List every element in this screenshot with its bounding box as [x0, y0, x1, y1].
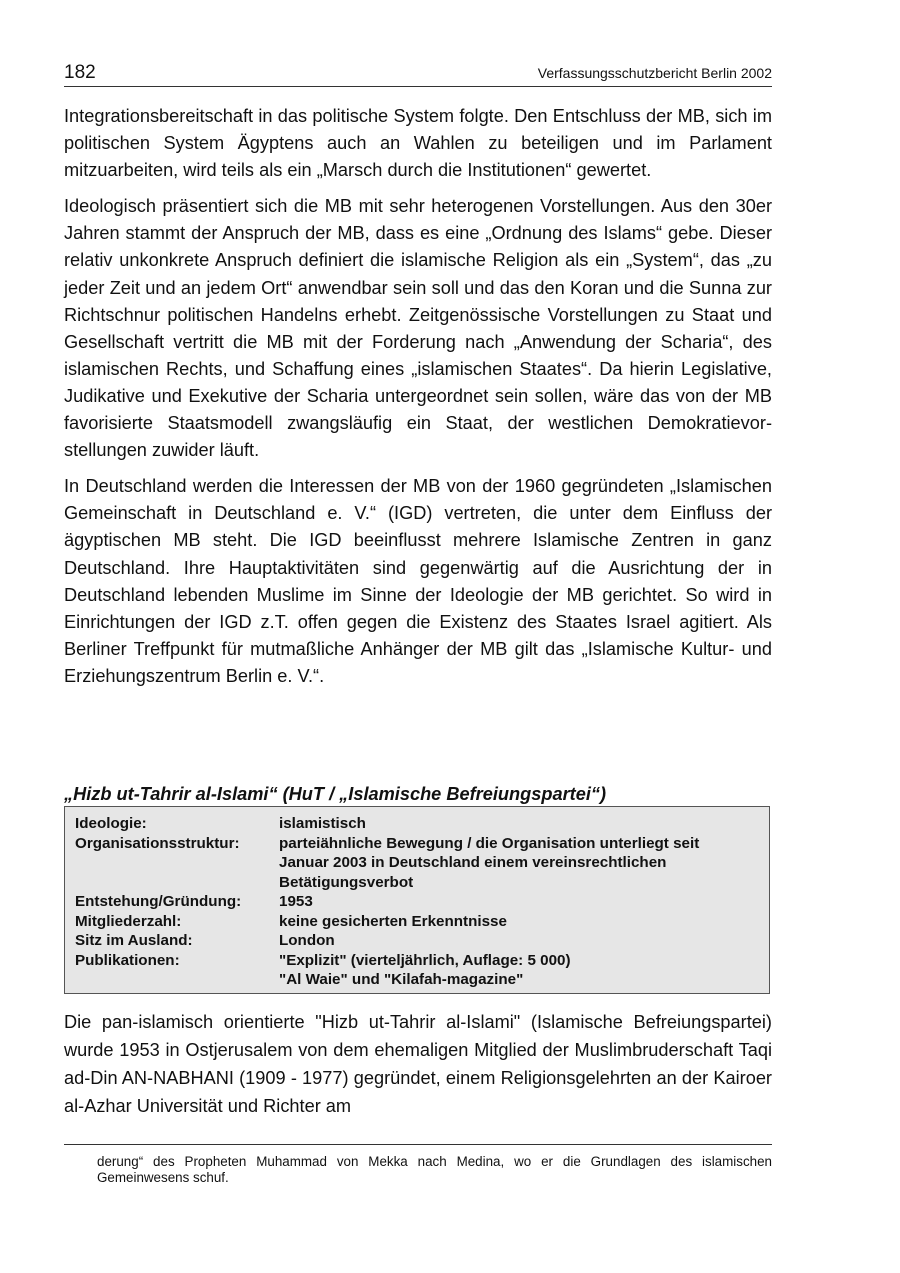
info-value [279, 834, 759, 893]
paragraph: Integrationsbereitschaft in das politische System folgte. Den Entschluss der MB, sich im politischen System Ägyptens auch an Wahlen zu beteiligen und im Parlament mitzuarbeiten, wird teils als ein „Marsch durch die Institutionen“ gewertet. [64, 106, 772, 181]
info-value-line: "Explizit" (vierteljährlich, Auflage: 5 000) [279, 951, 571, 969]
info-row [75, 834, 759, 893]
paragraph: In Deutschland werden die Interessen der MB von der 1960 gegründeten „Islamischen Gemeinschaft in Deutschland e. V.“ (IGD) vertreten, die unter dem Einfluss der ägyptischen MB steht. Die IGD beeinflusst mehrere Islamische Zentren in ganz Deutschland. Ihre Hauptaktivitäten sind gegenwärtig auf die Ausrichtung der in Deutschland lebenden Muslime im Sinne der Ideologie der MB gerichtet. So wird in Einrichtungen der IGD z.T. offen gegen die Existenz des Staates Israel agitiert. Als Berliner Treffpunkt für mutmaßliche Anhänger der MB gilt das „Islamische Kultur- und Erziehungszentrum Berlin e. V.“. [64, 476, 772, 686]
info-label: Mitgliederzahl: [75, 912, 182, 930]
info-row [75, 912, 759, 932]
page-number: 182 [64, 62, 96, 83]
info-value-line: "Al Waie" und "Kilafah-magazine" [279, 971, 524, 988]
footnote: derung“ des Propheten Muhammad von Mekka nach Medina, wo er die Grundlagen des islamischen Gemeinwesens schuf. [97, 1154, 772, 1185]
info-label: Sitz im Ausland: [75, 932, 193, 949]
info-row [75, 814, 759, 834]
paragraph: Die pan-islamisch orientierte "Hizb ut-Tahrir al-Islami" (Islamische Befreiungspartei) wurde 1953 in Ostjerusalem von dem ehemaligen Mitglied der Muslimbruderschaft Taqi ad-Din AN-NABHANI (1909 - 1977) gegründet, einem Religionsgelehrten an der Kairoer al-Azhar Universität und Richter am [64, 1012, 772, 1116]
info-table [75, 814, 759, 990]
info-value [279, 931, 759, 951]
info-value-line: London [279, 932, 335, 949]
footnote-separator [64, 1144, 772, 1145]
info-value-line: keine gesicherten Erkenntnisse [279, 912, 507, 930]
info-label: Ideologie: [75, 815, 147, 832]
info-label: Entstehung/Gründung: [75, 893, 242, 910]
paragraph: Ideologisch präsentiert sich die MB mit sehr heterogenen Vorstellungen. Aus den 30er Jahren stammt der Anspruch der MB, dass es eine „Ordnung des Islams“ gebe. Dieser relativ unkonkrete Anspruch definiert die islamische Religion als ein „System“, das „zu jeder Zeit und an jedem Ort“ anwendbar sein soll und das den Koran und die Sunna zur Richtschnur politischen Handelns erhebt. Zeitgenössische Vorstellungen zu Staat und Gesellschaft vertritt die MB mit der Forderung nach „Anwendung der Scharia“, des islamischen Rechts, und Schaffung eines „islamischen Staates“. Da hierin Legislative, Judikative und Exekutive der Scharia untergeordnet sein sollen, wäre das von der MB favorisierte Staatsmodell zwangsläufig ein Staat, der westlichen Demokratievorstellungen zuwider läuft. [64, 196, 772, 461]
info-row [75, 951, 759, 990]
info-value-line: Betätigungsverbot [279, 873, 414, 891]
section-heading: „Hizb ut-Tahrir al-Islami“ (HuT / „Islamische Befreiungspartei“) [64, 784, 607, 804]
info-value-line: 1953 [279, 893, 313, 910]
info-value-line: Januar 2003 in Deutschland einem vereinsrechtlichen [279, 854, 667, 871]
info-value [279, 892, 759, 912]
info-row [75, 931, 759, 951]
body-text [64, 103, 772, 699]
info-value-line: parteiähnliche Bewegung / die Organisation unterliegt seit [279, 834, 700, 852]
info-value [279, 951, 759, 990]
info-label: Publikationen: [75, 951, 180, 969]
info-row [75, 892, 759, 912]
info-value [279, 814, 759, 834]
info-value-line: islamistisch [279, 815, 366, 832]
info-value [279, 912, 759, 932]
page-header [64, 62, 772, 87]
organization-info-box [64, 806, 770, 994]
running-title: Verfassungsschutzbericht Berlin 2002 [537, 65, 772, 81]
info-label: Organisationsstruktur: [75, 834, 240, 852]
